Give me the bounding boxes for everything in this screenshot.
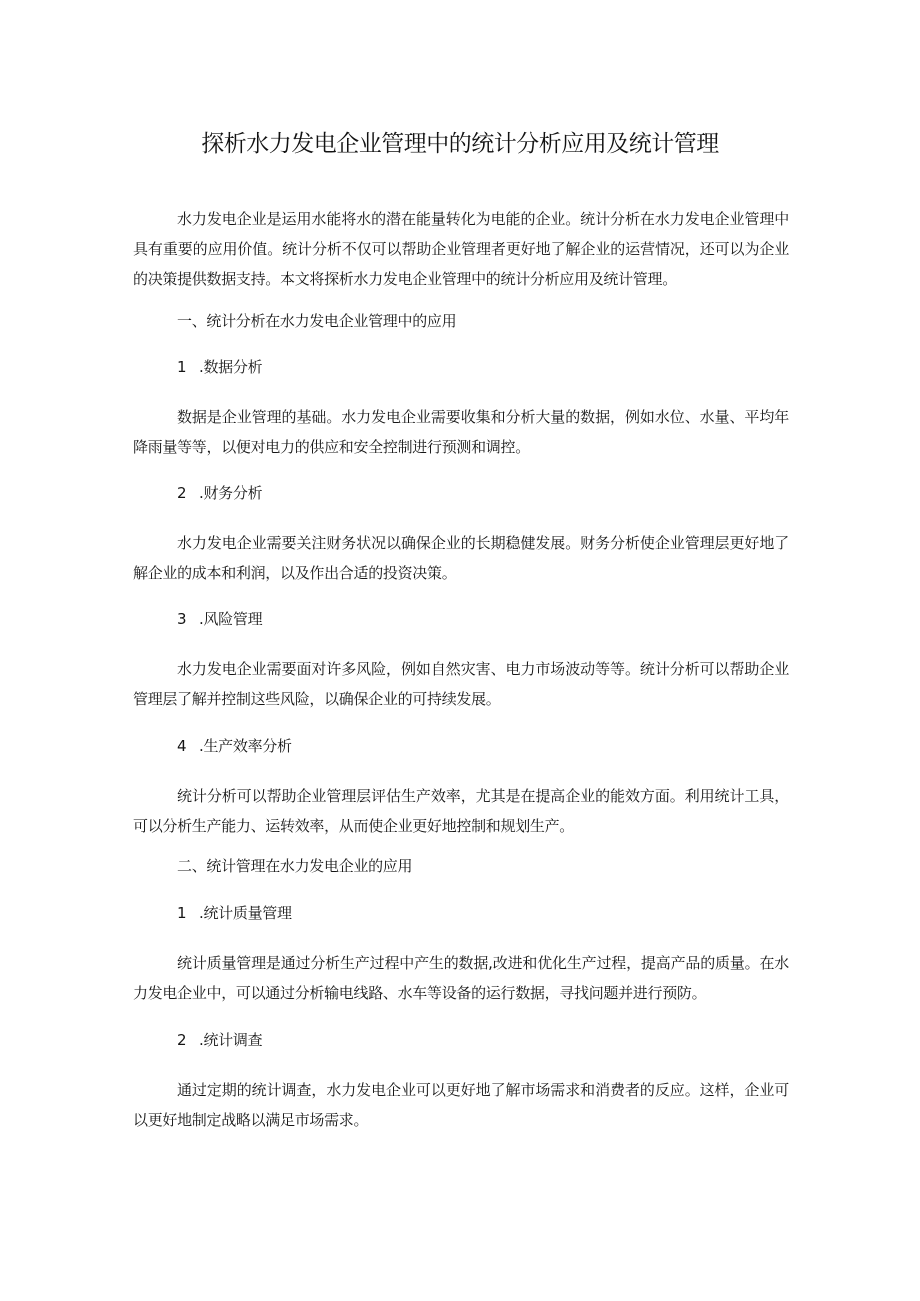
item-label: .生产效率分析 bbox=[199, 737, 292, 755]
section-1-item-1-text: 数据是企业管理的基础。水力发电企业需要收集和分析大量的数据，例如水位、水量、平均年降雨量等等，以便对电力的供应和安全控制进行预测和调控。 bbox=[133, 408, 789, 456]
section-1-item-2-heading bbox=[133, 478, 833, 508]
intro-paragraph: 水力发电企业是运用水能将水的潜在能量转化为电能的企业。统计分析在水力发电企业管理中具有重要的应用价值。统计分析不仅可以帮助企业管理者更好地了解企业的运营情况，还可以为企业的决策提供数据支持。本文将探析水力发电企业管理中的统计分析应用及统计管理。 bbox=[133, 210, 789, 288]
section-2-item-1-heading bbox=[133, 898, 833, 928]
item-label: .统计调查 bbox=[199, 1031, 263, 1049]
item-number: 1 bbox=[177, 904, 187, 922]
section-2-item-2-heading bbox=[133, 1025, 833, 1055]
item-number: 1 bbox=[177, 358, 187, 376]
item-number: 3 bbox=[177, 610, 187, 628]
item-label: .数据分析 bbox=[199, 358, 263, 376]
item-label: .风险管理 bbox=[199, 610, 263, 628]
section-1-item-4-heading bbox=[133, 731, 833, 761]
section-1-item-3-heading bbox=[133, 604, 833, 634]
item-number: 2 bbox=[177, 1031, 187, 1049]
item-number: 4 bbox=[177, 737, 187, 755]
page-title: 探析水力发电企业管理中的统计分析应用及统计管理 bbox=[201, 131, 719, 157]
item-number: 2 bbox=[177, 484, 187, 502]
item-label: .统计质量管理 bbox=[199, 904, 292, 922]
section-1-item-1-heading bbox=[133, 352, 833, 382]
section-1-heading: 一、统计分析在水力发电企业管理中的应用 bbox=[177, 312, 457, 330]
section-1-item-2-text: 水力发电企业需要关注财务状况以确保企业的长期稳健发展。财务分析使企业管理层更好地了解企业的成本和利润，以及作出合适的投资决策。 bbox=[133, 534, 789, 582]
section-2-heading: 二、统计管理在水力发电企业的应用 bbox=[177, 857, 413, 875]
section-1-item-3-text: 水力发电企业需要面对许多风险，例如自然灾害、电力市场波动等等。统计分析可以帮助企业管理层了解并控制这些风险，以确保企业的可持续发展。 bbox=[133, 660, 789, 708]
section-2-item-2-text: 通过定期的统计调查，水力发电企业可以更好地了解市场需求和消费者的反应。这样，企业可以更好地制定战略以满足市场需求。 bbox=[133, 1081, 789, 1129]
item-label: .财务分析 bbox=[199, 484, 263, 502]
section-1-item-4-text: 统计分析可以帮助企业管理层评估生产效率，尤其是在提高企业的能效方面。利用统计工具，可以分析生产能力、运转效率，从而使企业更好地控制和规划生产。 bbox=[133, 787, 789, 835]
section-2-item-1-text: 统计质量管理是通过分析生产过程中产生的数据,改进和优化生产过程，提高产品的质量。在水力发电企业中，可以通过分析输电线路、水车等设备的运行数据，寻找问题并进行预防。 bbox=[133, 954, 789, 1002]
